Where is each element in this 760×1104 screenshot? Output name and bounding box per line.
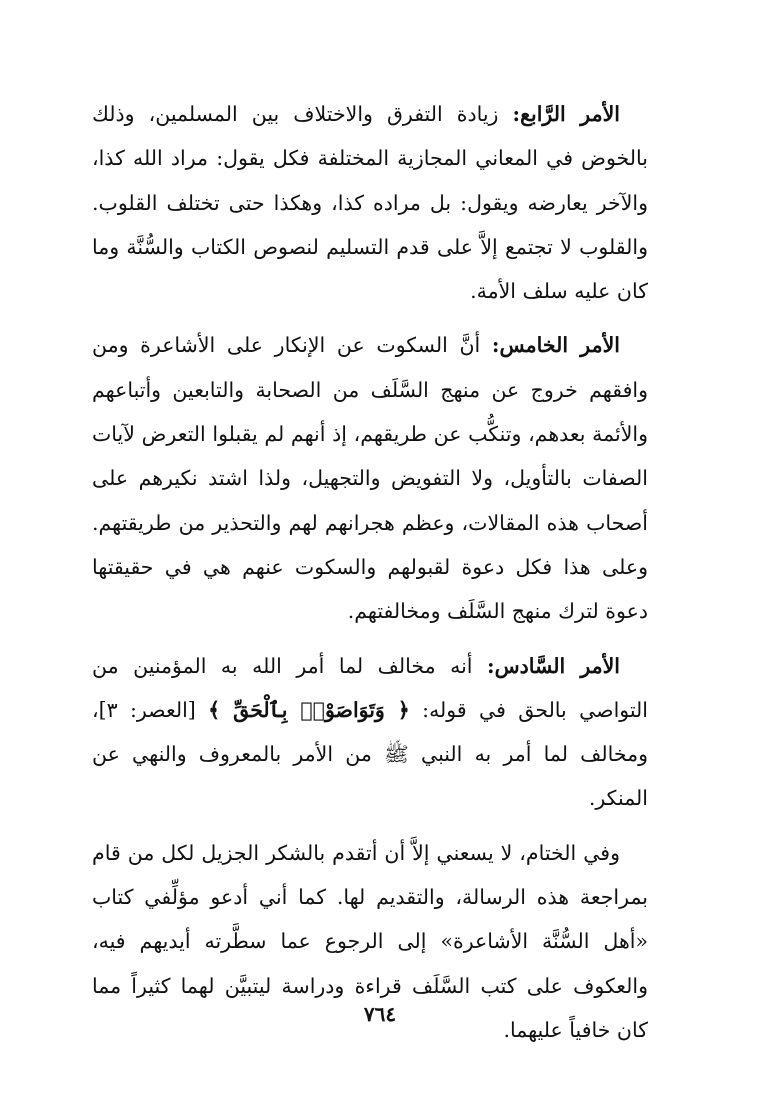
paragraph-heading: الأمر الخامس: bbox=[491, 333, 620, 358]
paragraph-fourth-matter bbox=[92, 92, 648, 313]
paragraph-fifth-matter bbox=[92, 323, 648, 633]
body-text bbox=[92, 92, 648, 1062]
paragraph-heading: الأمر الرَّابع: bbox=[512, 102, 620, 126]
quran-verse: ﴿ وَتَوَاصَوْا۟ بِٱلْحَقِّ ﴾ bbox=[208, 697, 410, 722]
paragraph-sixth-matter bbox=[92, 644, 648, 821]
paragraph-text-continued: [العصر: ٣]، ومخالف لما أمر به النبي ﷺ من الأمر بالمعروف والنهي عن المنكر. bbox=[92, 697, 648, 811]
paragraph-text: زيادة التفرق والاختلاف بين المسلمين، وذلك بالخوض في المعاني المجازية المختلفة فكل يقول: مراد الله كذا، والآخر يعارضه ويقول: بل مراده كذا، وهكذا حتى تختلف القلوب. والقلوب لا تجتمع إلاَّ على قدم التسليم لنصوص الكتاب والسُّنَّة وما كان عليه سلف الأمة. bbox=[92, 102, 648, 304]
page-number: ٧٦٤ bbox=[363, 1002, 397, 1026]
paragraph-heading: الأمر السَّادس: bbox=[487, 653, 620, 678]
paragraph-text: أنَّ السكوت عن الإنكار على الأشاعرة ومن وافقهم خروج عن منهج السَّلَف من الصحابة والتابعين وأتباعهم والأئمة بعدهم، وتنكُّب عن طريقهم، إذ أنهم لم يقبلوا التعرض لآيات الصفات بالتأويل، ولا التفويض والتجهيل، ولذا اشتد نكيرهم على أصحاب هذه المقالات، وعظم هجرانهم لهم والتحذير من طريقتهم. وعلى هذا فكل دعوة لقبولهم والسكوت عنهم هي في حقيقتها دعوة لترك منهج السَّلَف ومخالفتهم. bbox=[92, 333, 648, 624]
paragraph-text: وفي الختام، لا يسعني إلاَّ أن أتقدم بالشكر الجزيل لكل من قام بمراجعة هذه الرسالة، والتقديم لها. كما أني أدعو مؤلِّفي كتاب «أهل السُّنَّة الأشاعرة» إلى الرجوع عما سطَّرته أيديهم فيه، والعكوف على كتب السَّلَف قراءة ودراسة ليتبيَّن لهما كثيراً مما كان خافياً عليهما. bbox=[92, 840, 648, 1042]
paragraph-text: أنه مخالف لما أمر الله به المؤمنين من التواصي بالحق في قوله: bbox=[92, 653, 648, 722]
